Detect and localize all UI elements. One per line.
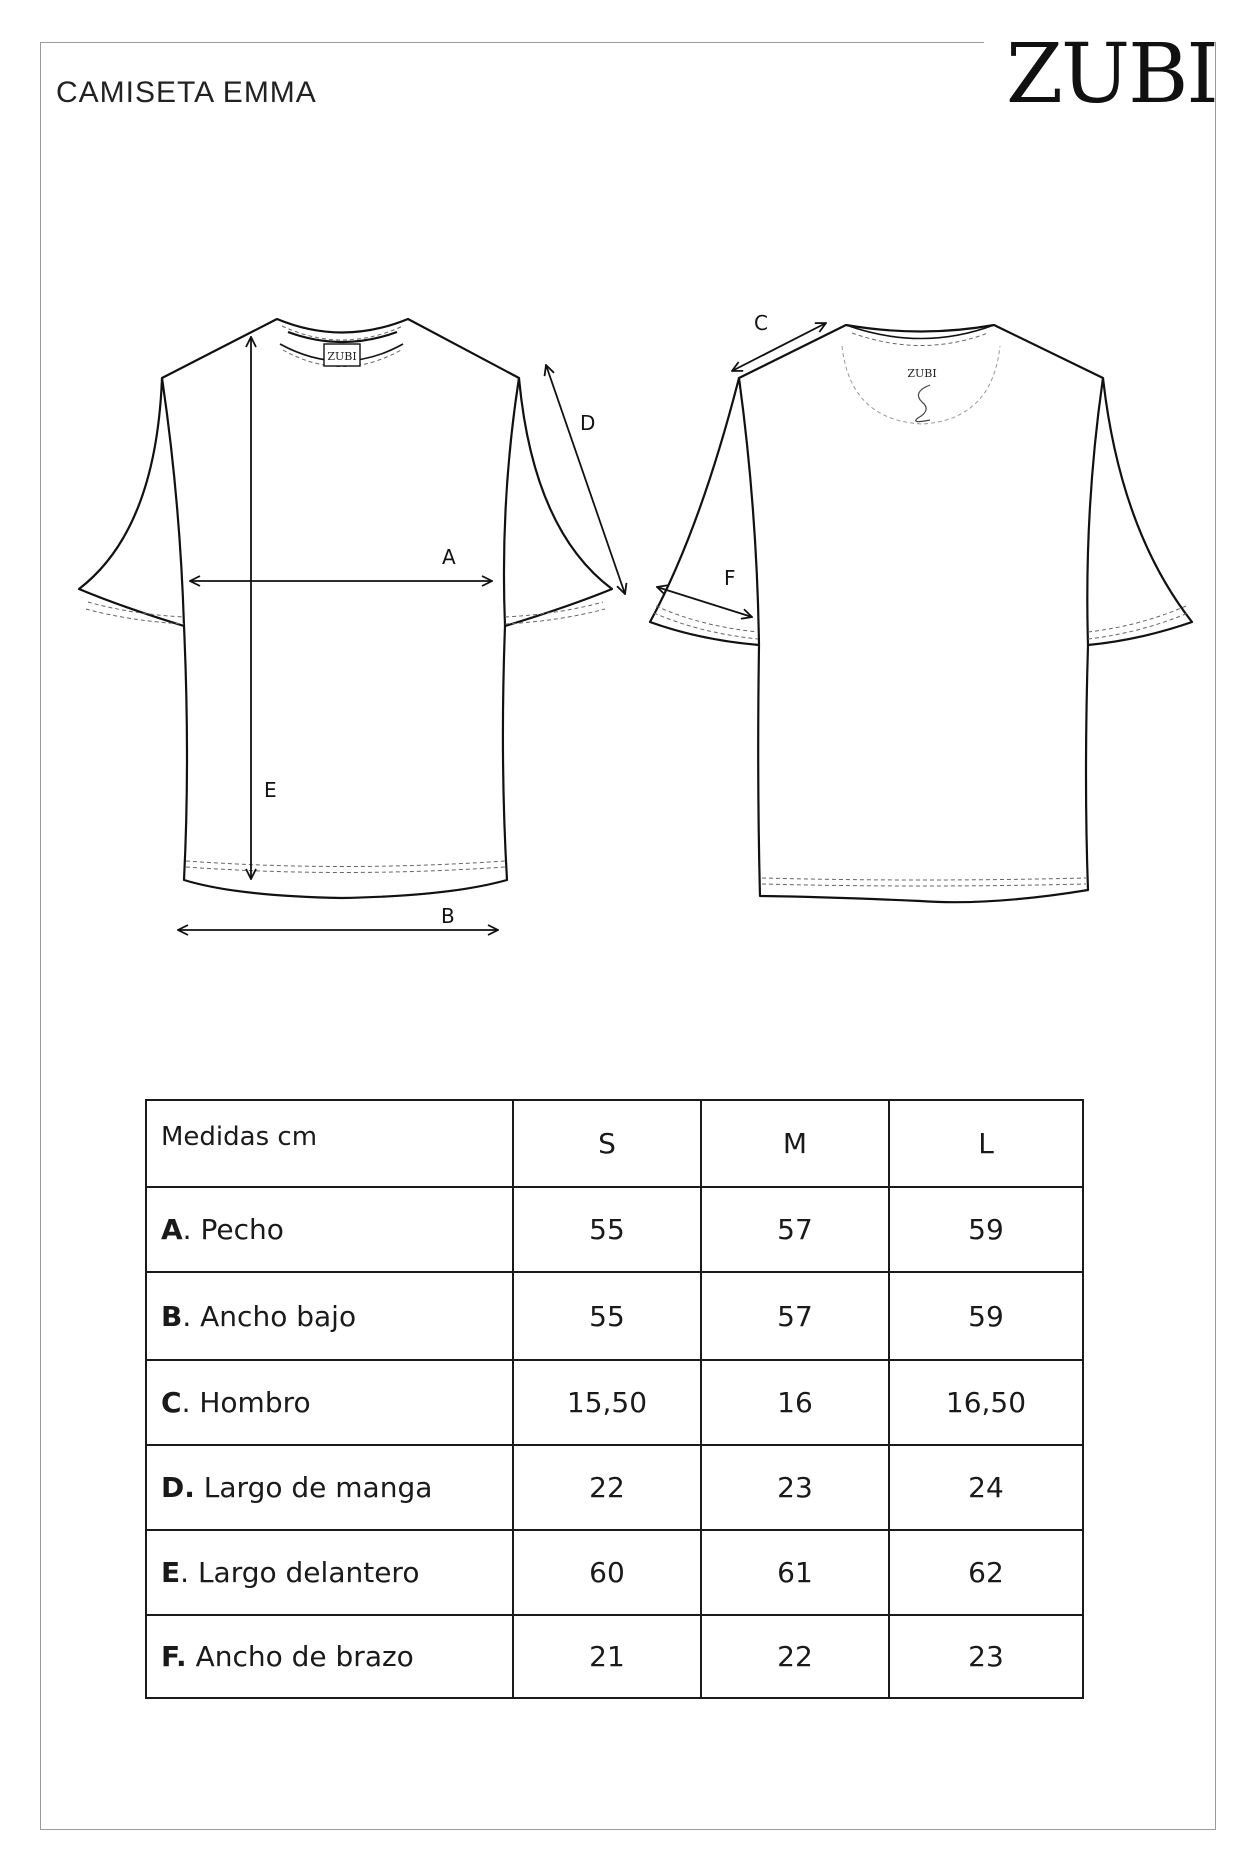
tshirt-back [650, 325, 1192, 902]
tshirt-front [79, 319, 612, 898]
cell-value: 60 [513, 1530, 701, 1615]
measure-label-c: C [754, 311, 768, 335]
back-neck-print-text: ZUBI [907, 367, 937, 380]
cell-value: 62 [889, 1530, 1083, 1615]
table-row [146, 1272, 1083, 1360]
cell-value: 61 [701, 1530, 889, 1615]
measure-label-e: E [264, 778, 277, 802]
cell-value: 57 [701, 1272, 889, 1360]
cell-value: 55 [513, 1272, 701, 1360]
cell-value: 21 [513, 1615, 701, 1698]
measure-line-c [732, 323, 826, 371]
cell-value: 22 [513, 1445, 701, 1530]
front-stitching [86, 326, 605, 873]
cell-value: 23 [889, 1615, 1083, 1698]
row-label: C. Hombro [146, 1360, 513, 1445]
brand-logo-text: ZUBI [1006, 27, 1217, 122]
measure-label-a: A [442, 545, 456, 569]
table-row [146, 1187, 1083, 1272]
measure-label-f: F [724, 566, 736, 590]
cell-value: 23 [701, 1445, 889, 1530]
table-row [146, 1360, 1083, 1445]
cell-value: 59 [889, 1187, 1083, 1272]
table-header-row [146, 1100, 1083, 1187]
table-row [146, 1445, 1083, 1530]
back-neck-monogram-icon [916, 385, 930, 422]
row-label: A. Pecho [146, 1187, 513, 1272]
table-row [146, 1615, 1083, 1698]
cell-value: 57 [701, 1187, 889, 1272]
header-label: Medidas cm [146, 1100, 513, 1187]
size-chart-table [145, 1099, 1084, 1699]
row-label: B. Ancho bajo [146, 1272, 513, 1360]
product-title: CAMISETA EMMA [56, 76, 317, 109]
cell-value: 16,50 [889, 1360, 1083, 1445]
measure-label-d: D [580, 411, 596, 435]
cell-value: 24 [889, 1445, 1083, 1530]
table-row [146, 1530, 1083, 1615]
row-label: D. Largo de manga [146, 1445, 513, 1530]
cell-value: 16 [701, 1360, 889, 1445]
header-size-l: L [889, 1100, 1083, 1187]
front-neck-tag-text: ZUBI [327, 350, 357, 363]
cell-value: 55 [513, 1187, 701, 1272]
cell-value: 15,50 [513, 1360, 701, 1445]
header-size-s: S [513, 1100, 701, 1187]
row-label: E. Largo delantero [146, 1530, 513, 1615]
measure-label-b: B [441, 904, 455, 928]
measure-line-d [546, 365, 625, 594]
row-label: F. Ancho de brazo [146, 1615, 513, 1698]
cell-value: 59 [889, 1272, 1083, 1360]
cell-value: 22 [701, 1615, 889, 1698]
header-size-m: M [701, 1100, 889, 1187]
